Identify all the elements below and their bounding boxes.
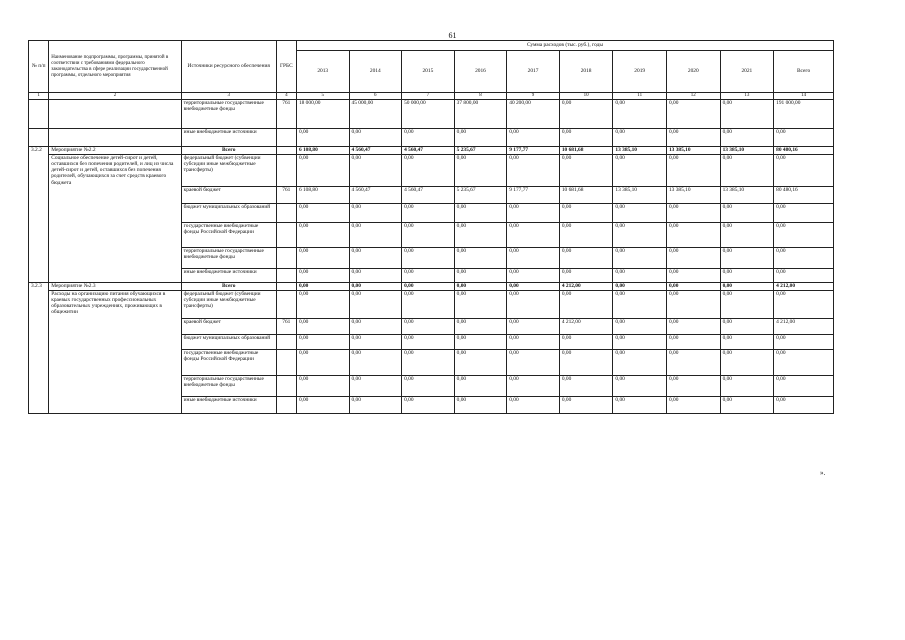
- value-cell: 0,00: [613, 154, 667, 186]
- value-cell: 0,00: [349, 203, 402, 222]
- value-cell: 0,00: [454, 203, 507, 222]
- value-cell: 4 560,47: [402, 146, 455, 154]
- value-cell: 0,00: [349, 334, 402, 349]
- value-cell: 0,00: [296, 349, 349, 375]
- value-cell: 0,00: [559, 349, 613, 375]
- value-cell: 0,00: [402, 128, 455, 146]
- source-cell: территориальные государственные внебюджетные фонды: [181, 99, 276, 128]
- value-cell: 0,00: [666, 396, 720, 413]
- header-year: 2015: [402, 51, 455, 93]
- source-cell: краевой бюджет: [181, 318, 276, 334]
- grbs-cell: [276, 349, 296, 375]
- value-cell: 50 000,00: [402, 99, 455, 128]
- value-cell: 0,00: [774, 268, 834, 282]
- value-cell: 0,00: [613, 282, 667, 290]
- value-cell: 0,00: [454, 268, 507, 282]
- value-cell: 0,00: [296, 318, 349, 334]
- value-cell: 0,00: [349, 268, 402, 282]
- value-cell: 0,00: [559, 99, 613, 128]
- value-cell: 0,00: [507, 290, 560, 318]
- value-cell: 0,00: [507, 268, 560, 282]
- column-number: 13: [720, 93, 774, 100]
- value-cell: 13 385,10: [666, 186, 720, 203]
- value-cell: 0,00: [720, 203, 774, 222]
- value-cell: 0,00: [402, 247, 455, 268]
- table-row-total: [29, 146, 834, 154]
- value-cell: 0,00: [666, 203, 720, 222]
- value-cell: 0,00: [720, 282, 774, 290]
- value-cell: 0,00: [559, 222, 613, 247]
- value-cell: 4 560,47: [349, 146, 402, 154]
- value-cell: 0,00: [507, 349, 560, 375]
- value-cell: 0,00: [454, 222, 507, 247]
- value-cell: 0,00: [402, 375, 455, 396]
- value-cell: 0,00: [774, 396, 834, 413]
- column-number: 11: [613, 93, 667, 100]
- grbs-cell: 761: [276, 186, 296, 203]
- value-cell: 0,00: [613, 99, 667, 128]
- grbs-cell: [276, 375, 296, 396]
- header-year: 2013: [296, 51, 349, 93]
- value-cell: 4 212,00: [559, 318, 613, 334]
- grbs-cell: [276, 396, 296, 413]
- value-cell: 0,00: [613, 268, 667, 282]
- budget-table: [28, 40, 834, 414]
- name-cell: [49, 128, 181, 146]
- source-cell: государственные внебюджетные фонды Российской Федерации: [181, 222, 276, 247]
- value-cell: 4 560,47: [349, 186, 402, 203]
- grbs-cell: [276, 222, 296, 247]
- value-cell: 0,00: [559, 290, 613, 318]
- source-cell: иные внебюджетные источники: [181, 396, 276, 413]
- value-cell: 0,00: [402, 154, 455, 186]
- value-cell: 0,00: [666, 349, 720, 375]
- value-cell: 0,00: [613, 349, 667, 375]
- value-cell: 0,00: [296, 290, 349, 318]
- value-cell: 0,00: [666, 128, 720, 146]
- measure-description: Расходы на организацию питания обучающихся в краевых государственных профессиональных образовательных учреждениях, проживающих в общежитии: [49, 290, 181, 413]
- source-cell: иные внебюджетные источники: [181, 128, 276, 146]
- value-cell: 0,00: [507, 222, 560, 247]
- column-number: 12: [666, 93, 720, 100]
- value-cell: 0,00: [720, 318, 774, 334]
- value-cell: 0,00: [349, 318, 402, 334]
- grbs-cell: [276, 128, 296, 146]
- value-cell: 0,00: [613, 334, 667, 349]
- page-number: 61: [448, 31, 457, 40]
- value-cell: 0,00: [666, 99, 720, 128]
- value-cell: 5 235,67: [454, 146, 507, 154]
- value-cell: 80 480,16: [774, 146, 834, 154]
- measure-number: 3.2.2: [29, 146, 49, 282]
- source-cell: бюджет муниципальных образований: [181, 334, 276, 349]
- value-cell: 37 800,00: [454, 99, 507, 128]
- value-cell: 13 385,10: [720, 186, 774, 203]
- value-cell: 0,00: [349, 375, 402, 396]
- header-year: 2017: [507, 51, 560, 93]
- value-cell: 0,00: [559, 334, 613, 349]
- header-year: Всего: [774, 51, 834, 93]
- value-cell: 0,00: [454, 349, 507, 375]
- value-cell: 40 200,00: [507, 99, 560, 128]
- grbs-cell: [276, 247, 296, 268]
- value-cell: 0,00: [507, 247, 560, 268]
- value-cell: 0,00: [296, 396, 349, 413]
- column-number: 3: [181, 93, 276, 100]
- value-cell: 0,00: [296, 247, 349, 268]
- column-number: 8: [454, 93, 507, 100]
- column-number: 5: [296, 93, 349, 100]
- value-cell: 0,00: [507, 154, 560, 186]
- header-num: № п/п: [29, 41, 49, 93]
- source-cell: федеральный бюджет (субвенции субсидии иные межбюджетные трансферты): [181, 154, 276, 186]
- table-row: [29, 290, 834, 318]
- column-number: 9: [507, 93, 560, 100]
- value-cell: 9 177,77: [507, 146, 560, 154]
- value-cell: 0,00: [774, 349, 834, 375]
- column-number: 7: [402, 93, 455, 100]
- value-cell: 0,00: [349, 128, 402, 146]
- value-cell: 0,00: [720, 99, 774, 128]
- value-cell: 0,00: [613, 247, 667, 268]
- value-cell: 0,00: [666, 154, 720, 186]
- value-cell: 0,00: [296, 203, 349, 222]
- measure-number: 3.2.3: [29, 282, 49, 413]
- value-cell: 0,00: [559, 154, 613, 186]
- value-cell: 6 108,80: [296, 186, 349, 203]
- value-cell: 0,00: [507, 318, 560, 334]
- value-cell: 0,00: [666, 318, 720, 334]
- value-cell: 0,00: [720, 396, 774, 413]
- value-cell: 0,00: [507, 203, 560, 222]
- value-cell: 0,00: [402, 290, 455, 318]
- value-cell: 0,00: [559, 268, 613, 282]
- value-cell: 0,00: [720, 247, 774, 268]
- value-cell: 0,00: [613, 318, 667, 334]
- grbs-cell: [276, 282, 296, 290]
- value-cell: 0,00: [454, 154, 507, 186]
- value-cell: 0,00: [402, 349, 455, 375]
- measure-title: Мероприятие №2.3: [49, 282, 181, 290]
- value-cell: 0,00: [454, 247, 507, 268]
- grbs-cell: 761: [276, 99, 296, 128]
- column-number: 1: [29, 93, 49, 100]
- value-cell: 0,00: [454, 290, 507, 318]
- value-cell: 0,00: [349, 290, 402, 318]
- value-cell: 0,00: [613, 203, 667, 222]
- value-cell: 0,00: [402, 334, 455, 349]
- total-label: Всего: [181, 282, 276, 290]
- value-cell: 0,00: [774, 290, 834, 318]
- value-cell: 0,00: [666, 268, 720, 282]
- name-cell: [49, 99, 181, 128]
- value-cell: 0,00: [774, 128, 834, 146]
- value-cell: 0,00: [296, 375, 349, 396]
- value-cell: 80 480,16: [774, 186, 834, 203]
- table-row: [29, 128, 834, 146]
- value-cell: 0,00: [720, 349, 774, 375]
- value-cell: 4 212,00: [774, 318, 834, 334]
- header-expenses: Сумма расходов (тыс. руб.), годы: [296, 41, 833, 51]
- column-number: 4: [276, 93, 296, 100]
- value-cell: 10 681,68: [559, 146, 613, 154]
- header-year: 2020: [666, 51, 720, 93]
- table-row: [29, 99, 834, 128]
- num-cell: [29, 99, 49, 128]
- value-cell: 0,00: [402, 396, 455, 413]
- value-cell: 0,00: [402, 282, 455, 290]
- value-cell: 4 212,00: [774, 282, 834, 290]
- value-cell: 0,00: [507, 282, 560, 290]
- value-cell: 9 177,77: [507, 186, 560, 203]
- source-cell: бюджет муниципальных образований: [181, 203, 276, 222]
- value-cell: 0,00: [296, 268, 349, 282]
- value-cell: 0,00: [454, 282, 507, 290]
- value-cell: 0,00: [774, 222, 834, 247]
- source-cell: иные внебюджетные источники: [181, 268, 276, 282]
- value-cell: 0,00: [507, 375, 560, 396]
- value-cell: 0,00: [349, 154, 402, 186]
- value-cell: 0,00: [296, 222, 349, 247]
- value-cell: 0,00: [666, 334, 720, 349]
- grbs-cell: 761: [276, 318, 296, 334]
- header-row-1: [29, 41, 834, 51]
- value-cell: 0,00: [559, 396, 613, 413]
- value-cell: 0,00: [349, 349, 402, 375]
- value-cell: 0,00: [296, 282, 349, 290]
- value-cell: 4 560,47: [402, 186, 455, 203]
- value-cell: 191 000,00: [774, 99, 834, 128]
- value-cell: 0,00: [349, 247, 402, 268]
- column-number: 10: [559, 93, 613, 100]
- value-cell: 45 000,00: [349, 99, 402, 128]
- value-cell: 0,00: [720, 375, 774, 396]
- value-cell: 0,00: [774, 375, 834, 396]
- value-cell: 0,00: [507, 396, 560, 413]
- header-year: 2016: [454, 51, 507, 93]
- value-cell: 0,00: [720, 128, 774, 146]
- header-year: 2021: [720, 51, 774, 93]
- value-cell: 0,00: [454, 334, 507, 349]
- value-cell: 0,00: [613, 290, 667, 318]
- source-cell: федеральный бюджет (субвенции субсидии иные межбюджетные трансферты): [181, 290, 276, 318]
- value-cell: 0,00: [720, 268, 774, 282]
- value-cell: 0,00: [613, 222, 667, 247]
- value-cell: 0,00: [613, 128, 667, 146]
- value-cell: 0,00: [349, 396, 402, 413]
- value-cell: 0,00: [454, 318, 507, 334]
- value-cell: 0,00: [774, 154, 834, 186]
- value-cell: 6 108,80: [296, 146, 349, 154]
- value-cell: 0,00: [507, 128, 560, 146]
- value-cell: 0,00: [720, 334, 774, 349]
- value-cell: 0,00: [559, 128, 613, 146]
- value-cell: 13 385,10: [613, 146, 667, 154]
- value-cell: 0,00: [559, 247, 613, 268]
- header-year: 2018: [559, 51, 613, 93]
- value-cell: 0,00: [559, 203, 613, 222]
- measure-description: Социальное обеспечение детей-сирот и детей, оставшихся без попечения родителей, и лиц из числа детей-сирот и детей, оставшихся без попечения родителей, обучающихся за счет средств краевого бюджета: [49, 154, 181, 282]
- value-cell: 10 681,68: [559, 186, 613, 203]
- source-cell: территориальные государственные внебюджетные фонды: [181, 375, 276, 396]
- value-cell: 0,00: [402, 268, 455, 282]
- value-cell: 13 385,10: [613, 186, 667, 203]
- measure-title: Мероприятие №2.2: [49, 146, 181, 154]
- value-cell: 0,00: [402, 222, 455, 247]
- value-cell: 5 235,67: [454, 186, 507, 203]
- total-label: Всего: [181, 146, 276, 154]
- value-cell: 0,00: [666, 375, 720, 396]
- grbs-cell: [276, 154, 296, 186]
- value-cell: 0,00: [349, 222, 402, 247]
- corner-mark: ».: [820, 469, 826, 477]
- value-cell: 0,00: [666, 282, 720, 290]
- header-year: 2019: [613, 51, 667, 93]
- value-cell: 0,00: [296, 334, 349, 349]
- header-name: Наименование подпрограммы, программы, принятой в соответствии с требованиями федерального законодательства в сфере реализации государственной программы, отдельного мероприятия: [49, 41, 181, 93]
- value-cell: 0,00: [402, 318, 455, 334]
- column-number: 14: [774, 93, 834, 100]
- source-cell: территориальные государственные внебюджетные фонды: [181, 247, 276, 268]
- value-cell: 18 000,00: [296, 99, 349, 128]
- value-cell: 0,00: [507, 334, 560, 349]
- value-cell: 0,00: [402, 203, 455, 222]
- header-year: 2014: [349, 51, 402, 93]
- header-source: Источники ресурсного обеспечения: [181, 41, 276, 93]
- value-cell: 4 212,00: [559, 282, 613, 290]
- value-cell: 0,00: [666, 247, 720, 268]
- grbs-cell: [276, 268, 296, 282]
- grbs-cell: [276, 290, 296, 318]
- value-cell: 0,00: [613, 375, 667, 396]
- value-cell: 0,00: [454, 396, 507, 413]
- value-cell: 0,00: [296, 154, 349, 186]
- value-cell: 0,00: [720, 290, 774, 318]
- value-cell: 0,00: [613, 396, 667, 413]
- value-cell: 0,00: [774, 203, 834, 222]
- value-cell: 0,00: [454, 128, 507, 146]
- value-cell: 0,00: [559, 375, 613, 396]
- value-cell: 0,00: [349, 282, 402, 290]
- table-row: [29, 154, 834, 186]
- source-cell: краевой бюджет: [181, 186, 276, 203]
- value-cell: 0,00: [296, 128, 349, 146]
- grbs-cell: [276, 334, 296, 349]
- value-cell: 0,00: [454, 375, 507, 396]
- table-row-total: [29, 282, 834, 290]
- header-grbs: ГРБС: [276, 41, 296, 93]
- grbs-cell: [276, 203, 296, 222]
- num-cell: [29, 128, 49, 146]
- grbs-cell: [276, 146, 296, 154]
- value-cell: 0,00: [720, 222, 774, 247]
- source-cell: государственные внебюджетные фонды Российской Федерации: [181, 349, 276, 375]
- value-cell: 0,00: [720, 154, 774, 186]
- value-cell: 0,00: [666, 290, 720, 318]
- value-cell: 0,00: [666, 222, 720, 247]
- value-cell: 13 385,10: [666, 146, 720, 154]
- column-number: 6: [349, 93, 402, 100]
- value-cell: 0,00: [774, 334, 834, 349]
- value-cell: 13 385,10: [720, 146, 774, 154]
- column-number: 2: [49, 93, 181, 100]
- value-cell: 0,00: [774, 247, 834, 268]
